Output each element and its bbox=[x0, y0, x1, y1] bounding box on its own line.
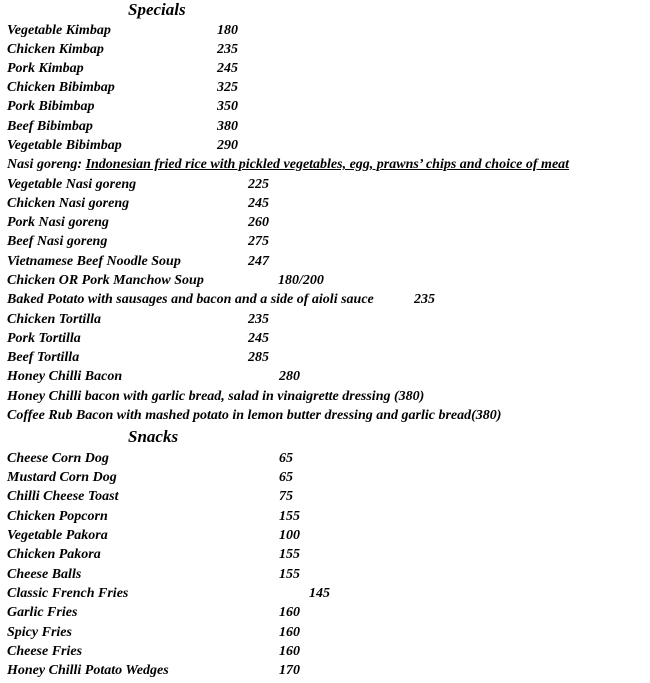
item-price: 160 bbox=[279, 605, 300, 620]
item-name: Pork Bibimbap bbox=[7, 99, 95, 114]
item-price: 100 bbox=[279, 528, 300, 543]
menu-item bbox=[7, 137, 238, 154]
menu-item bbox=[7, 349, 269, 366]
menu-item bbox=[7, 311, 269, 328]
menu-item-long: Coffee Rub Bacon with mashed potato in lemon butter dressing and garlic bread(380) bbox=[7, 408, 502, 423]
menu-item bbox=[7, 643, 300, 660]
item-name: Cheese Fries bbox=[7, 644, 83, 659]
item-name: Pork Tortilla bbox=[7, 331, 81, 346]
item-price: 180/200 bbox=[278, 273, 324, 288]
item-price: 247 bbox=[248, 254, 269, 269]
menu-item bbox=[7, 118, 238, 135]
menu-item bbox=[7, 41, 238, 58]
nasi-goreng-description-line bbox=[7, 156, 569, 173]
specials-heading: Specials bbox=[128, 0, 186, 19]
item-name: Cheese Balls bbox=[7, 567, 82, 582]
item-name: Chicken OR Pork Manchow Soup bbox=[7, 273, 204, 288]
item-name: Garlic Fries bbox=[7, 605, 78, 620]
nasi-goreng-label: Nasi goreng: bbox=[7, 157, 86, 172]
item-price: 280 bbox=[279, 369, 300, 384]
item-name: Honey Chilli Bacon bbox=[7, 369, 123, 384]
item-price: 155 bbox=[279, 567, 300, 582]
item-name: Vegetable Pakora bbox=[7, 528, 108, 543]
menu-item bbox=[7, 546, 300, 563]
snacks-heading: Snacks bbox=[128, 427, 179, 446]
item-price: 285 bbox=[248, 350, 269, 365]
menu-item bbox=[7, 527, 300, 544]
item-price: 380 bbox=[217, 119, 238, 134]
menu-item bbox=[7, 60, 238, 77]
item-price: 155 bbox=[279, 547, 300, 562]
item-name: Chicken Kimbap bbox=[7, 42, 104, 57]
item-price: 275 bbox=[248, 234, 269, 249]
item-name: Chicken Tortilla bbox=[7, 312, 102, 327]
item-name: Spicy Fries bbox=[7, 625, 72, 640]
item-name: Pork Kimbap bbox=[7, 61, 84, 76]
item-name: Cheese Corn Dog bbox=[7, 451, 109, 466]
menu-item bbox=[7, 488, 293, 505]
menu-item bbox=[7, 98, 238, 115]
item-price: 350 bbox=[217, 99, 238, 114]
item-name: Beef Nasi goreng bbox=[7, 234, 108, 249]
item-name: Beef Bibimbap bbox=[7, 119, 93, 134]
item-name: Honey Chilli Potato Wedges bbox=[7, 663, 169, 678]
item-price: 245 bbox=[248, 331, 269, 346]
menu-item bbox=[7, 79, 238, 96]
item-price: 180 bbox=[217, 23, 238, 38]
item-name: Chicken Bibimbap bbox=[7, 80, 115, 95]
menu-item bbox=[7, 566, 300, 583]
item-price: 65 bbox=[279, 451, 293, 466]
item-price: 290 bbox=[217, 138, 238, 153]
item-name: Chicken Pakora bbox=[7, 547, 101, 562]
item-name: Vegetable Nasi goreng bbox=[7, 177, 137, 192]
item-price: 65 bbox=[279, 470, 293, 485]
menu-item bbox=[7, 291, 435, 308]
item-price: 235 bbox=[414, 292, 435, 307]
item-price: 225 bbox=[248, 177, 269, 192]
menu-item bbox=[7, 508, 300, 525]
item-name: Vegetable Kimbap bbox=[7, 23, 111, 38]
item-price: 245 bbox=[217, 61, 238, 76]
menu-item bbox=[7, 585, 330, 602]
menu-item bbox=[7, 233, 269, 250]
menu-item-long: Honey Chilli bacon with garlic bread, salad in vinaigrette dressing (380) bbox=[7, 389, 425, 404]
item-price: 235 bbox=[217, 42, 238, 57]
menu-item bbox=[7, 176, 269, 193]
item-price: 155 bbox=[279, 509, 300, 524]
menu-item bbox=[7, 195, 269, 212]
menu-item bbox=[7, 330, 269, 347]
item-name: Mustard Corn Dog bbox=[7, 470, 117, 485]
item-name: Pork Nasi goreng bbox=[7, 215, 109, 230]
item-name: Chicken Nasi goreng bbox=[7, 196, 130, 211]
menu-item bbox=[7, 450, 293, 467]
item-price: 160 bbox=[279, 644, 300, 659]
item-price: 75 bbox=[279, 489, 293, 504]
item-name: Classic French Fries bbox=[7, 586, 129, 601]
item-price: 170 bbox=[279, 663, 300, 678]
menu-item bbox=[7, 469, 293, 486]
item-price: 235 bbox=[248, 312, 269, 327]
menu-item bbox=[7, 368, 300, 385]
item-name: Vegetable Bibimbap bbox=[7, 138, 122, 153]
item-price: 160 bbox=[279, 625, 300, 640]
item-name: Baked Potato with sausages and bacon and a side of aioli sauce bbox=[7, 292, 374, 307]
item-name: Beef Tortilla bbox=[7, 350, 80, 365]
menu-item bbox=[7, 214, 269, 231]
menu-item bbox=[7, 253, 269, 270]
menu-item bbox=[7, 624, 300, 641]
menu-item bbox=[7, 604, 300, 621]
item-price: 145 bbox=[309, 586, 330, 601]
item-name: Chicken Popcorn bbox=[7, 509, 108, 524]
item-price: 325 bbox=[217, 80, 238, 95]
item-name: Chilli Cheese Toast bbox=[7, 489, 119, 504]
menu-item bbox=[7, 272, 324, 289]
item-name: Vietnamese Beef Noodle Soup bbox=[7, 254, 181, 269]
menu-item bbox=[7, 662, 300, 679]
item-price: 260 bbox=[248, 215, 269, 230]
menu-item bbox=[7, 22, 238, 39]
nasi-goreng-description: Indonesian fried rice with pickled vegetables, egg, prawns’ chips and choice of meat bbox=[85, 157, 570, 172]
item-price: 245 bbox=[248, 196, 269, 211]
